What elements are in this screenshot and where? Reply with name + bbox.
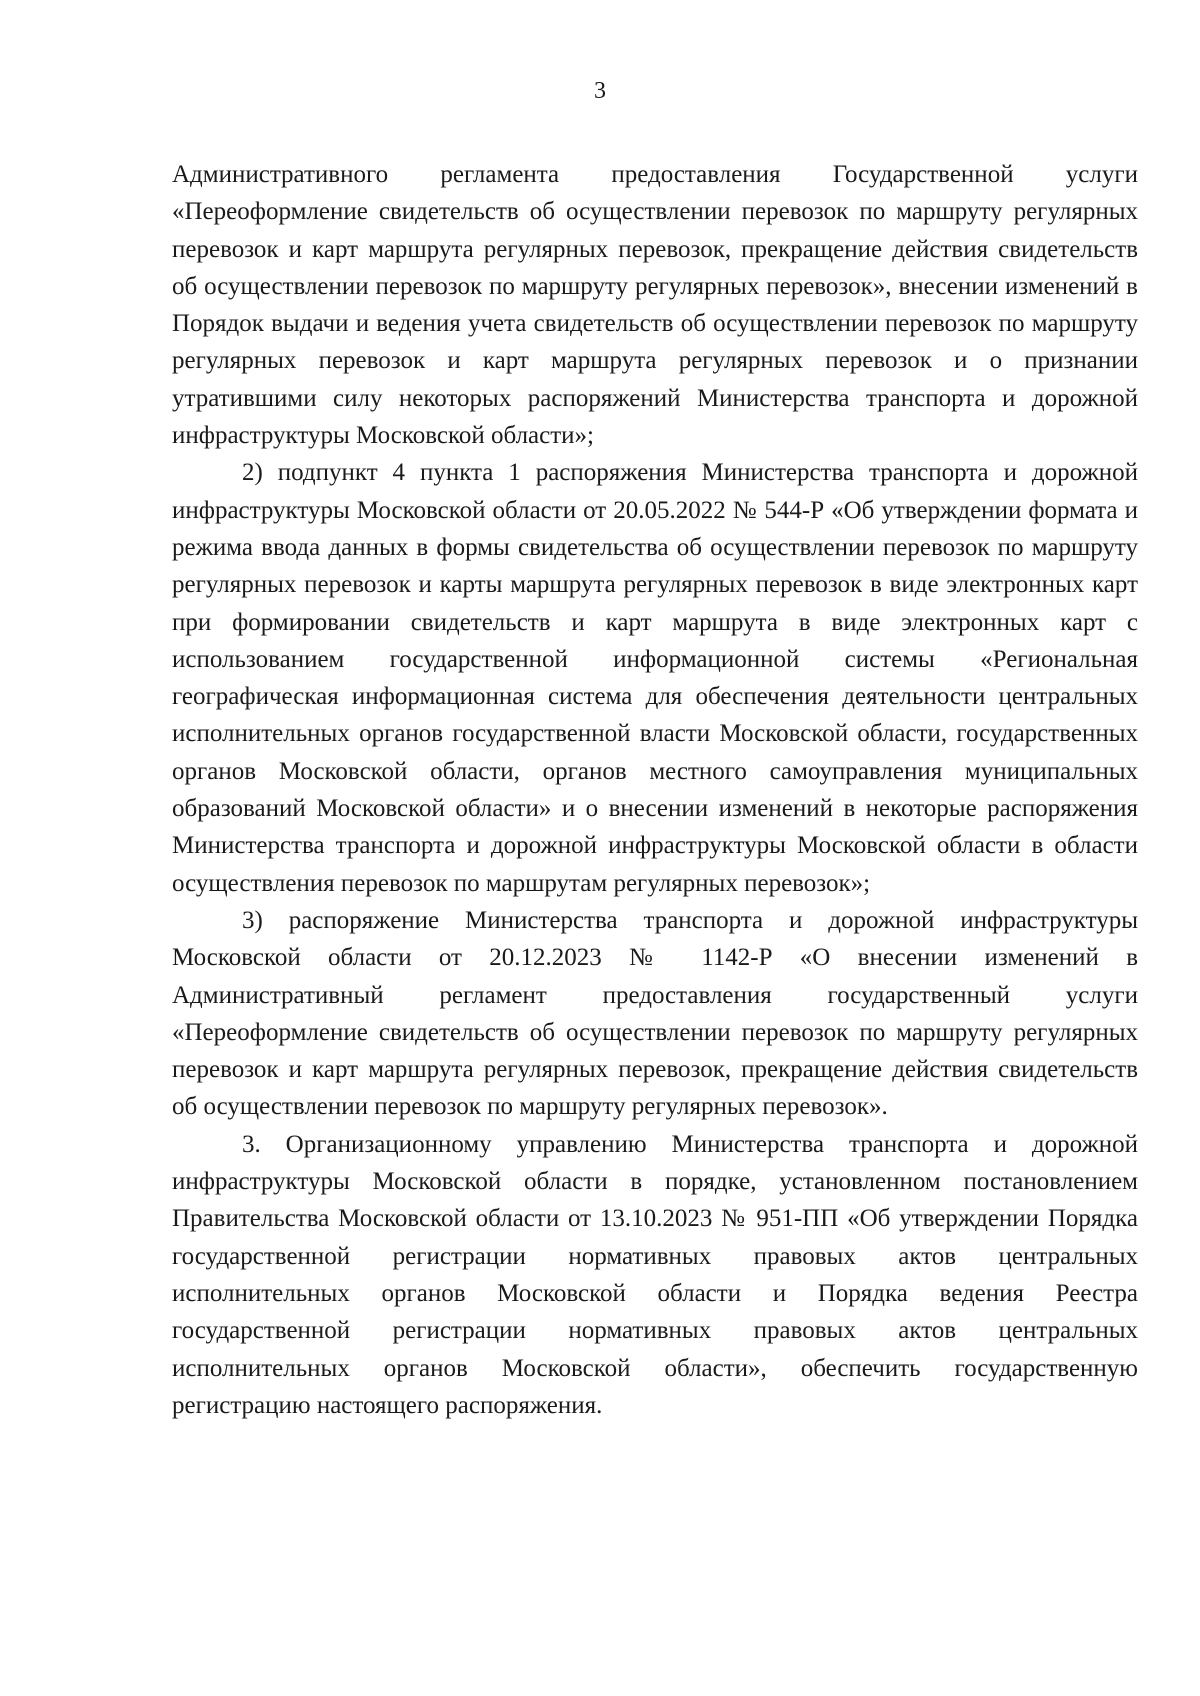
paragraph-clause-3: 3. Организационному управлению Министерства транспорта и дорожной инфраструктуры Московской области в порядке, установленном постановлением Правительства Московской области от 13.10.2023 № 951-ПП «Об утверждении Порядка государственной регистрации нормативных правовых актов центральных исполнительных органов Московской области и Порядка ведения Реестра государственной регистрации нормативных правовых актов центральных исполнительных органов Московской области», обеспечить государственную регистрацию настоящего распоряжения.: [172, 1130, 1138, 1419]
page-number: 3: [594, 78, 606, 104]
paragraph-continuation: Административного регламента предоставления Государственной услуги «Переоформление свидетельств об осуществлении перевозок по маршруту регулярных перевозок и карт маршрута регулярных перевозок, прекращение действия свидетельств об осуществлении перевозок по маршруту регулярных перевозок», внесении изменений в Порядок выдачи и ведения учета свидетельств об осуществлении перевозок по маршруту регулярных перевозок и карт маршрута регулярных перевозок и о признании утратившими силу некоторых распоряжений Министерства транспорта и дорожной инфраструктуры Московской области»;: [172, 161, 1138, 450]
paragraph-item-2: 2) подпункт 4 пункта 1 распоряжения Министерства транспорта и дорожной инфраструктуры Московской области от 20.05.2022 № 544-Р «Об утверждении формата и режима ввода данных в формы свидетельства об осуществлении перевозок по маршруту регулярных перевозок и карты маршрута регулярных перевозок в виде электронных карт при формировании свидетельств и карт маршрута в виде электронных карт с использованием государственной информационной системы «Региональная географическая информационная система для обеспечения деятельности центральных исполнительных органов государственной власти Московской области, государственных органов Московской области, органов местного самоуправления муниципальных образований Московской области» и о внесении изменений в некоторые распоряжения Министерства транспорта и дорожной инфраструктуры Московской области в области осуществления перевозок по маршрутам регулярных перевозок»;: [172, 459, 1138, 897]
paragraph-item-3: 3) распоряжение Министерства транспорта и дорожной инфраструктуры Московской области от 20.12.2023 № 1142-Р «О внесении изменений в Административный регламент предоставления государственный услуги «Переоформление свидетельств об осуществлении перевозок по маршруту регулярных перевозок и карт маршрута регулярных перевозок, прекращение действия свидетельств об осуществлении перевозок по маршруту регулярных перевозок».: [172, 906, 1138, 1121]
document-body: [172, 156, 1138, 1424]
